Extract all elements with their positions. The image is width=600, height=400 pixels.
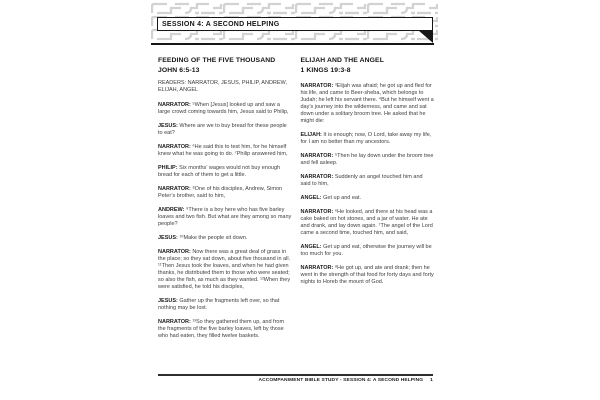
paragraph-text: ³Elijah was afraid; he got up and fled for his life, and came to Beer-sheba, which belongs to Judah; he left his servant there. ⁴But he himself went a day’s journey into the wilderness, and came and sat down under a solitary broom tree. He asked that he might die: (300, 83, 434, 124)
column-feeding (158, 56, 292, 347)
paragraph-text: Gather up the fragments left over, so that nothing may be lost. (158, 298, 280, 311)
speaker-label: JESUS: (158, 123, 180, 129)
speaker-label: NARRATOR: (158, 319, 193, 325)
script-paragraph (158, 207, 292, 228)
speaker-label: NARRATOR: (158, 144, 193, 150)
paragraph-text: Six months’ wages would not buy enough bread for each of them to get a little. (158, 165, 281, 178)
paragraph-text: Where are we to buy bread for these people to eat? (158, 123, 287, 136)
paragraph-text: Now there was a great deal of grass in the place; so they sat down, about five thousand in all. ¹¹Then Jesus took the loaves, and when he had given thanks, he distributed them to those who were seated; so also the fish, as much as they wanted. ¹²When they were satisfied, he told his disciples, (158, 249, 291, 290)
speaker-label: NARRATOR: (300, 209, 335, 215)
speaker-label: NARRATOR: (300, 83, 335, 89)
paragraph-text: ¹⁰Make the people sit down. (179, 235, 248, 241)
footer (158, 378, 433, 383)
script-paragraph (158, 249, 292, 291)
column-elijah (301, 56, 435, 347)
scripture-reference: 1 KINGS 19:3-8 (300, 66, 351, 74)
script-paragraph (301, 83, 435, 125)
paragraph-text: ⁶He looked, and there at his head was a cake baked on hot stones, and a jar of water. He ate and drank, and lay down again. ⁷The angel of the Lord came a second time, touched him, and said, (300, 209, 433, 236)
speaker-label: JESUS: (158, 235, 180, 241)
speaker-label: ANGEL: (300, 195, 324, 201)
script-paragraph (158, 186, 292, 200)
script-paragraph (158, 102, 292, 116)
script-paragraph (158, 319, 292, 340)
column-paragraphs (158, 102, 292, 340)
script-paragraph (301, 174, 435, 188)
footer-rule (158, 374, 433, 376)
script-paragraph (158, 123, 292, 137)
paragraph-text: ⁸One of his disciples, Andrew, Simon Peter’s brother, said to him, (158, 186, 283, 199)
page-number: 1 (430, 378, 433, 383)
speaker-label: NARRATOR: (158, 102, 193, 108)
section-title: FEEDING OF THE FIVE THOUSAND (158, 57, 276, 64)
paragraph-text: ⁵Then he lay down under the broom tree and fell asleep. (300, 153, 434, 166)
speaker-label: ANDREW: (158, 207, 187, 213)
paragraph-text: Get up and eat, otherwise the journey will be too much for you. (300, 244, 432, 257)
paragraph-text: It is enough; now, O Lord, take away my life, for I am no better than my ancestors. (300, 132, 432, 145)
speaker-label: PHILIP: (158, 165, 180, 171)
speaker-label: ANGEL: (300, 244, 324, 250)
script-paragraph (301, 265, 435, 286)
script-paragraph (158, 298, 292, 312)
corner-fold-icon (418, 30, 433, 43)
scripture-reference: JOHN 6:5-13 (158, 66, 200, 74)
speaker-label: NARRATOR: (300, 265, 335, 271)
script-paragraph (301, 244, 435, 258)
script-paragraph (158, 235, 292, 242)
footer-text: ACCOMPANIMENT BIBLE STUDY - SESSION 4: A SECOND HELPING (258, 378, 424, 383)
speaker-label: NARRATOR: (300, 174, 335, 180)
paragraph-text: ⁸He got up, and ate and drank; then he went in the strength of that food for forty days and forty nights to Horeb the mount of God. (300, 265, 434, 285)
script-paragraph (158, 144, 292, 158)
paragraph-text: ¹³So they gathered them up, and from the fragments of the five barley loaves, left by those who had eaten, they filled twelve baskets. (158, 319, 285, 339)
script-paragraph (301, 209, 435, 237)
document-page (150, 0, 438, 400)
paragraph-text: Get up and eat. (323, 195, 362, 201)
speaker-label: NARRATOR: (300, 153, 335, 159)
speaker-label: ELIJAH: (300, 132, 324, 138)
session-title: SESSION 4: A SECOND HELPING (162, 20, 280, 28)
script-paragraph (301, 153, 435, 167)
column-paragraphs (301, 83, 435, 286)
paragraph-text: ⁶He said this to test him, for he himself knew what he was going to do. ⁷Philip answered him, (158, 144, 288, 157)
script-paragraph (158, 165, 292, 179)
section-title: ELIJAH AND THE ANGEL (300, 57, 384, 64)
paragraph-text: ⁵When [Jesus] looked up and saw a large crowd coming towards him, Jesus said to Philip, (158, 102, 289, 115)
script-paragraph (301, 132, 435, 146)
script-columns (158, 56, 434, 347)
header-rule (151, 43, 434, 45)
paragraph-text: Suddenly an angel touched him and said to him, (300, 174, 423, 187)
speaker-label: NARRATOR: (158, 186, 193, 192)
readers-line: READERS: NARRATOR, JESUS, PHILIP, ANDREW, ELIJAH, ANGEL (158, 80, 287, 93)
session-title-box (157, 17, 433, 31)
speaker-label: NARRATOR: (158, 249, 193, 255)
speaker-label: JESUS: (158, 298, 180, 304)
paragraph-text: ⁹There is a boy here who has five barley loaves and two fish. But what are they among so many people? (158, 207, 292, 227)
script-paragraph (301, 195, 435, 202)
